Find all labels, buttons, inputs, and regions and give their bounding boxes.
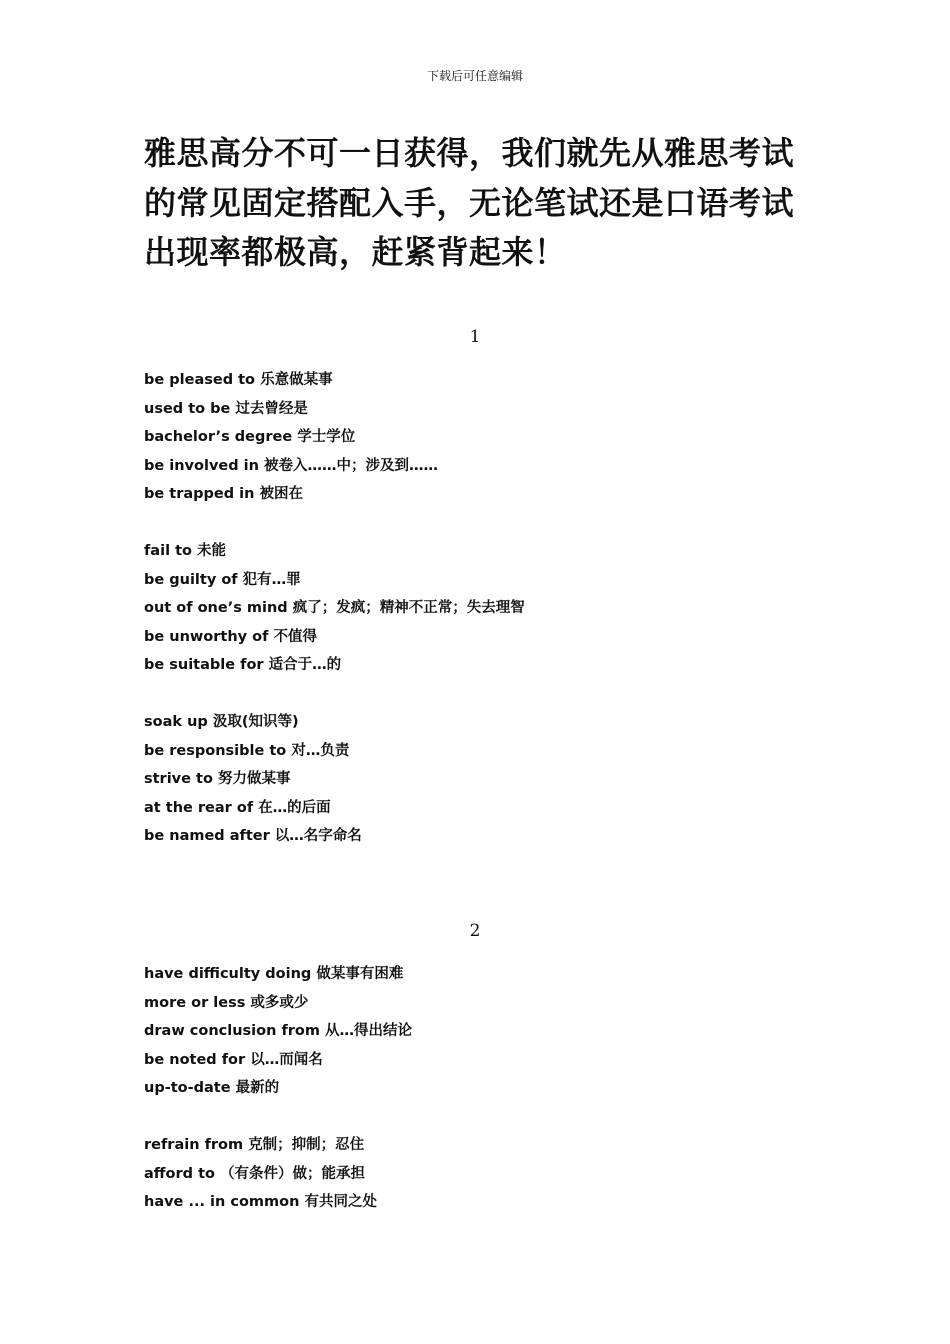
- phrase-item: be noted for 以…而闻名: [144, 1051, 323, 1068]
- phrase-item: strive to 努力做某事: [144, 771, 291, 788]
- phrase-item: more or less 或多或少: [144, 994, 309, 1011]
- phrase-item: refrain from 克制；抑制；忍住: [144, 1137, 365, 1153]
- phrase-item: afford to （有条件）做；能承担: [144, 1165, 366, 1182]
- phrase-item: be named after 以…名字命名: [144, 828, 362, 845]
- section-number: 1: [469, 327, 481, 347]
- title-line: 雅思高分不可一日获得，我们就先从雅思考试: [144, 134, 795, 172]
- page-title: [144, 129, 816, 278]
- phrase-item: at the rear of 在…的后面: [144, 799, 331, 816]
- phrase-item: be guilty of 犯有…罪: [144, 571, 301, 588]
- phrase-item: be unworthy of 不值得: [144, 628, 317, 645]
- phrase-item: draw conclusion from 从…得出结论: [144, 1023, 413, 1040]
- phrase-item: have difficulty doing 做某事有困难: [144, 966, 404, 982]
- phrase-group: [144, 960, 412, 1103]
- phrase-item: be responsible to 对…负责: [144, 742, 350, 759]
- phrase-group: [144, 366, 438, 509]
- phrase-item: up-to-date 最新的: [144, 1080, 280, 1097]
- phrase-item: out of one’s mind 疯了；发疯；精神不正常；失去理智: [144, 600, 525, 617]
- phrase-item: be pleased to 乐意做某事: [144, 372, 333, 388]
- phrase-item: be suitable for 适合于…的: [144, 657, 342, 674]
- title-line: 出现率都极高，赶紧背起来！: [144, 233, 567, 271]
- phrase-group: [144, 537, 525, 680]
- page-header: 下载后可任意编辑: [426, 69, 523, 83]
- phrase-group: [144, 708, 362, 851]
- phrase-item: used to be 过去曾经是: [144, 400, 308, 417]
- phrase-item: be trapped in 被困在: [144, 486, 303, 503]
- phrase-item: bachelor’s degree 学士学位: [144, 429, 356, 446]
- phrase-item: soak up 汲取(知识等): [144, 714, 299, 730]
- phrase-group: [144, 1131, 377, 1217]
- section-number: 2: [469, 921, 481, 941]
- phrase-item: have ... in common 有共同之处: [144, 1194, 377, 1211]
- phrase-item: fail to 未能: [144, 543, 227, 559]
- title-line: 的常见固定搭配入手，无论笔试还是口语考试: [144, 183, 795, 222]
- phrase-item: be involved in 被卷入……中；涉及到……: [144, 457, 438, 474]
